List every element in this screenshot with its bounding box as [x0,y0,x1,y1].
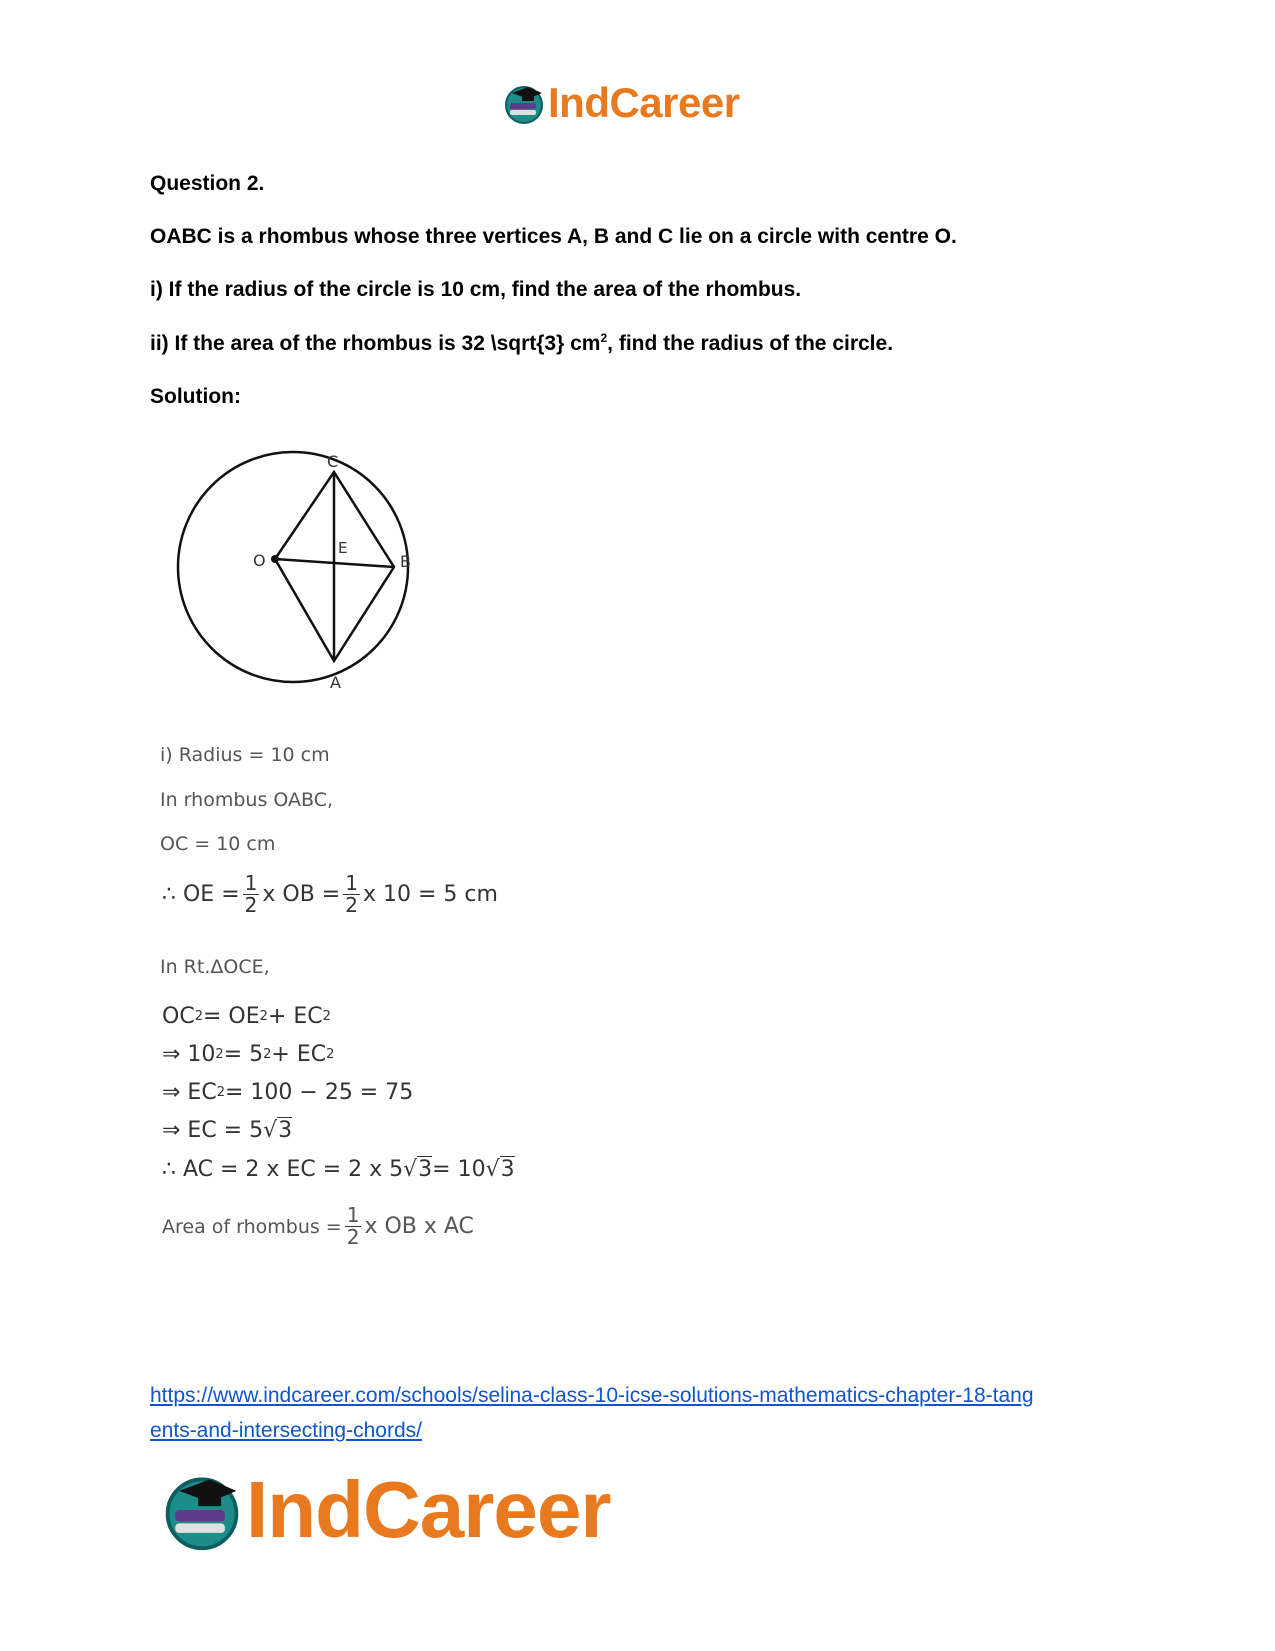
eq4-radicand: 3 [278,1118,293,1143]
solution-line-rhombus: In rhombus OABC, [160,789,334,811]
eq2-a: ⇒ 10 [162,1042,216,1067]
graduation-cap-book-globe-icon [502,81,546,125]
solution-line-oc: OC = 10 cm [160,833,276,855]
eq2-sup-c: 2 [326,1047,335,1062]
question-title: Question 2. [150,172,265,195]
solution-line-radius: i) Radius = 10 cm [160,744,330,766]
fraction-den: 2 [345,893,358,917]
circle [178,452,408,682]
eq5-b: = 10 [432,1157,486,1182]
equation-3 [162,1080,413,1105]
question-part-2 [150,331,893,356]
equation-2 [162,1042,334,1067]
label-b: B [400,552,411,571]
eq4-a: ⇒ EC = 5 [162,1118,264,1143]
area-prefix: Area of rhombus = [162,1215,342,1238]
fraction-num: 1 [346,1203,360,1227]
fraction-den: 2 [244,893,258,917]
eq1-sup-b: 2 [259,1009,268,1024]
sqrt-icon: √3 [485,1157,515,1182]
eq5-a: ∴ AC = 2 x EC = 2 x 5 [162,1157,404,1182]
eq2-c: + EC [271,1042,327,1067]
fraction-half-2 [343,873,360,916]
centre-point [271,555,279,563]
question-part-2-sup: 2 [600,331,608,345]
eq2-sup-a: 2 [215,1047,224,1062]
equation-4 [162,1118,292,1143]
eq3-sup: 2 [216,1085,225,1100]
eq1-sup-a: 2 [194,1009,203,1024]
logo-text: IndCareer [246,1465,611,1554]
question-part-2-text: ii) If the area of the rhombus is 32 \sqrt{3} cm [150,332,601,355]
fraction-num: 1 [345,871,358,895]
eq1-sup-c: 2 [322,1009,331,1024]
label-c: C [327,452,339,471]
area-formula [162,1205,474,1248]
equation-5 [162,1157,515,1182]
label-o: O [253,551,266,570]
equation-1 [162,1004,331,1029]
solution-step-oe [162,873,498,916]
label-e: E [338,539,348,557]
area-suffix: x OB x AC [364,1214,474,1239]
eq1-c: + EC [267,1004,323,1029]
eq1-a: OC [162,1004,195,1029]
fraction-num: 1 [244,871,258,895]
solution-label: Solution: [150,385,241,408]
eq2-b: = 5 [223,1042,264,1067]
rhombus-circle-diagram [160,450,440,720]
eq3-a: ⇒ EC [162,1080,217,1105]
question-part-1: i) If the radius of the circle is 10 cm, find the area of the rhombus. [150,278,802,301]
sqrt-icon: √3 [403,1157,433,1182]
eq3-b: = 100 − 25 = 75 [224,1080,414,1105]
fraction-half [243,873,260,916]
eq5-radicand-1: 3 [418,1157,433,1182]
solution-line-triangle: In Rt.ΔOCE, [160,956,270,978]
step-oe-suffix: x 10 = 5 cm [362,882,498,907]
eq5-radicand-2: 3 [500,1157,515,1182]
fraction-half-3 [345,1205,362,1248]
footer-logo [160,1465,610,1555]
graduation-cap-book-globe-icon [160,1468,244,1552]
eq2-sup-b: 2 [263,1047,272,1062]
step-oe-prefix: ∴ OE = [162,882,240,907]
step-oe-mid: x OB = [262,882,341,907]
question-part-2-text-end: , find the radius of the circle. [607,332,894,355]
source-link-line-1[interactable]: https://www.indcareer.com/schools/selina-class-10-icse-solutions-mathematics-chapter-18-tang [150,1384,1034,1407]
source-link-line-2[interactable]: ents-and-intersecting-chords/ [150,1419,422,1442]
label-a: A [330,673,341,692]
header-logo [502,78,740,128]
sqrt-icon: √3 [263,1118,293,1143]
eq1-b: = OE [202,1004,260,1029]
fraction-den: 2 [346,1225,360,1249]
question-statement: OABC is a rhombus whose three vertices A, B and C lie on a circle with centre O. [150,225,957,248]
logo-text: IndCareer [548,79,740,126]
